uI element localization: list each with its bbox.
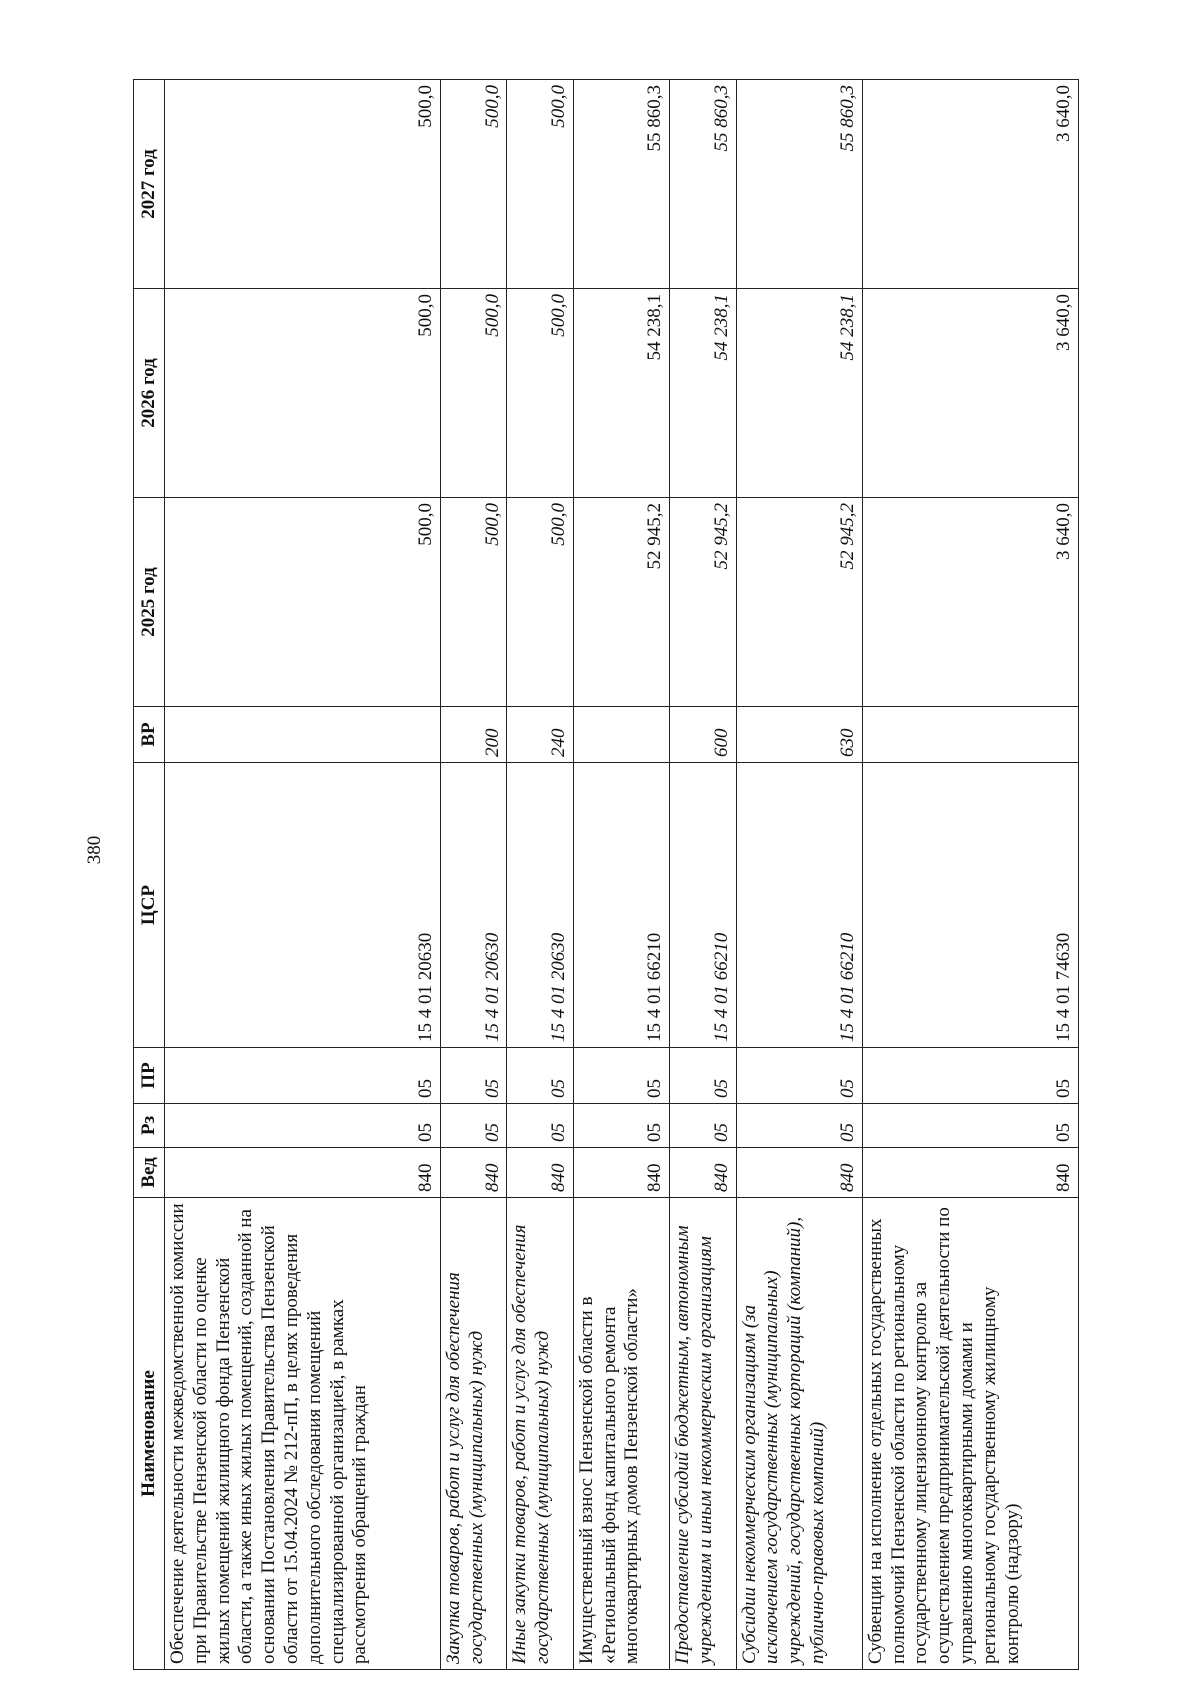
header-ved: Вед (134, 1148, 165, 1198)
header-2025: 2025 год (134, 498, 165, 707)
row-pr: 05 (736, 1048, 862, 1104)
row-csr: 15 4 01 66210 (670, 763, 736, 1048)
row-csr: 15 4 01 20630 (165, 763, 441, 1048)
row-vr: 200 (440, 707, 506, 763)
table-row (440, 80, 506, 1670)
row-pr: 05 (507, 1048, 573, 1104)
header-vr: ВР (134, 707, 165, 763)
row-pr: 05 (440, 1048, 506, 1104)
row-2027: 500,0 (165, 80, 441, 289)
rotated-table-wrap (133, 80, 1079, 1670)
row-pr: 05 (165, 1048, 441, 1104)
row-2026: 500,0 (507, 289, 573, 498)
row-pr: 05 (862, 1048, 1078, 1104)
header-rz: Рз (134, 1104, 165, 1148)
row-2026: 54 238,1 (573, 289, 669, 498)
row-2025: 3 640,0 (862, 498, 1078, 707)
row-ved: 840 (862, 1148, 1078, 1198)
header-row (134, 80, 165, 1670)
row-csr: 15 4 01 20630 (507, 763, 573, 1048)
row-name: Имущественный взнос Пензенской области в «Региональный фонд капитального ремонта многоквартирных домов Пензенской области» (573, 1198, 669, 1670)
row-2027: 55 860,3 (736, 80, 862, 289)
row-rz: 05 (670, 1104, 736, 1148)
row-name: Закупка товаров, работ и услуг для обеспечения государственных (муниципальных) нужд (440, 1198, 506, 1670)
table-row (862, 80, 1078, 1670)
row-ved: 840 (507, 1148, 573, 1198)
row-name: Субсидии некоммерческим организациям (за исключением государственных (муниципальных) учреждений, государственных корпораций (компаний), публично-правовых компаний) (736, 1198, 862, 1670)
row-ved: 840 (736, 1148, 862, 1198)
row-2025: 500,0 (440, 498, 506, 707)
page-number: 380 (84, 835, 105, 865)
row-2025: 52 945,2 (736, 498, 862, 707)
row-rz: 05 (736, 1104, 862, 1148)
row-2026: 3 640,0 (862, 289, 1078, 498)
row-ved: 840 (440, 1148, 506, 1198)
budget-table (133, 79, 1079, 1670)
row-vr: 240 (507, 707, 573, 763)
row-2027: 55 860,3 (573, 80, 669, 289)
row-name: Предоставление субсидий бюджетным, автономным учреждениям и иным некоммерческим организациям (670, 1198, 736, 1670)
row-pr: 05 (670, 1048, 736, 1104)
row-vr (573, 707, 669, 763)
header-pr: ПР (134, 1048, 165, 1104)
row-ved: 840 (165, 1148, 441, 1198)
row-2025: 52 945,2 (573, 498, 669, 707)
row-2026: 54 238,1 (670, 289, 736, 498)
row-rz: 05 (507, 1104, 573, 1148)
row-ved: 840 (670, 1148, 736, 1198)
row-pr: 05 (573, 1048, 669, 1104)
row-2025: 500,0 (507, 498, 573, 707)
table-row (736, 80, 862, 1670)
row-csr: 15 4 01 74630 (862, 763, 1078, 1048)
row-rz: 05 (165, 1104, 441, 1148)
row-2026: 54 238,1 (736, 289, 862, 498)
row-csr: 15 4 01 66210 (573, 763, 669, 1048)
row-2027: 3 640,0 (862, 80, 1078, 289)
row-2027: 500,0 (440, 80, 506, 289)
table-row (670, 80, 736, 1670)
header-2026: 2026 год (134, 289, 165, 498)
row-rz: 05 (440, 1104, 506, 1148)
row-ved: 840 (573, 1148, 669, 1198)
table-row (507, 80, 573, 1670)
row-csr: 15 4 01 20630 (440, 763, 506, 1048)
row-rz: 05 (862, 1104, 1078, 1148)
row-vr (165, 707, 441, 763)
header-2027: 2027 год (134, 80, 165, 289)
row-2027: 500,0 (507, 80, 573, 289)
row-vr: 630 (736, 707, 862, 763)
row-name: Иные закупки товаров, работ и услуг для обеспечения государственных (муниципальных) нужд (507, 1198, 573, 1670)
header-csr: ЦСР (134, 763, 165, 1048)
header-name: Наименование (134, 1198, 165, 1670)
row-csr: 15 4 01 66210 (736, 763, 862, 1048)
row-vr: 600 (670, 707, 736, 763)
row-2025: 500,0 (165, 498, 441, 707)
row-2026: 500,0 (165, 289, 441, 498)
row-2027: 55 860,3 (670, 80, 736, 289)
table-row (165, 80, 441, 1670)
row-rz: 05 (573, 1104, 669, 1148)
row-2026: 500,0 (440, 289, 506, 498)
row-vr (862, 707, 1078, 763)
row-name: Обеспечение деятельности межведомственной комиссии при Правительстве Пензенской области по оценке жилых помещений жилищного фонда Пензенской области, а также иных жилых помещений, созданной на основании Постановления Правительства Пензенской области от 15.04.2024 № 212-пП, в целях проведения дополнительного обследования помещений специализированной организацией, в рамках рассмотрения обращений граждан (165, 1198, 441, 1670)
table-container (133, 80, 1079, 1670)
table-row (573, 80, 669, 1670)
row-2025: 52 945,2 (670, 498, 736, 707)
row-name: Субвенции на исполнение отдельных государственных полномочий Пензенской области по региональному государственному лицензионному контролю за осуществлением предпринимательской деятельности по управлению многоквартирными домами и региональному государственному жилищному контролю (надзору) (862, 1198, 1078, 1670)
